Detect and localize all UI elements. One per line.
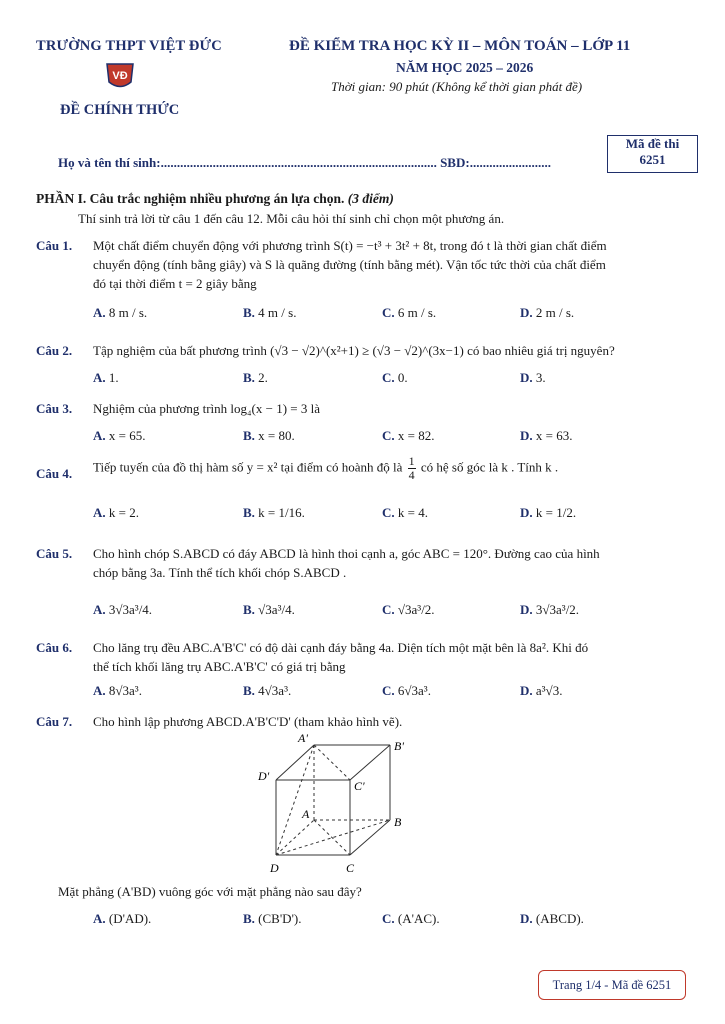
q6-text [93, 638, 693, 676]
student-info-line: Họ và tên thí sinh:..................................................................................... SBD:......................... [58, 155, 551, 170]
q2-label: Câu 2. [36, 343, 73, 358]
q3-text: Nghiệm của phương trình log₄(x − 1) = 3 là [93, 401, 320, 416]
q5-text [93, 544, 693, 582]
part-instruction: Thí sinh trả lời từ câu 1 đến câu 12. Mỗi câu hỏi thí sinh chỉ chọn một phương án. [78, 211, 505, 226]
q1-option-b[interactable]: B. 4 m / s. [243, 305, 297, 320]
cube-edge [350, 745, 390, 780]
q4-option-c[interactable]: C. k = 4. [382, 505, 428, 520]
q3-option-c[interactable]: C. x = 82. [382, 428, 435, 443]
q6-line: thể tích khối lăng trụ ABC.A'B'C' có giá trị bằng [93, 659, 346, 674]
school-name: TRƯỜNG THPT VIỆT ĐỨC [36, 38, 222, 54]
q6-option-a[interactable]: A. 8√3a³. [93, 683, 142, 698]
q2-option-a[interactable]: A. 1. [93, 370, 119, 385]
q6-option-b[interactable]: B. 4√3a³. [243, 683, 292, 698]
q7-option-d[interactable]: D. (ABCD). [520, 911, 584, 926]
vertex-label-a: A [302, 807, 310, 821]
exam-title: ĐỀ KIỂM TRA HỌC KỲ II – MÔN TOÁN – LỚP 11 [289, 38, 631, 54]
q4-label: Câu 4. [36, 466, 73, 481]
q2-option-d[interactable]: D. 3. [520, 370, 546, 385]
q1-option-d[interactable]: D. 2 m / s. [520, 305, 575, 320]
q7-option-c[interactable]: C. (A'AC). [382, 911, 440, 926]
q5-label: Câu 5. [36, 546, 73, 561]
exam-code-value: 6251 [639, 152, 666, 167]
vertex-label-b1: B' [394, 739, 404, 753]
q3-option-d[interactable]: D. x = 63. [520, 428, 573, 443]
q7-text: Cho hình lập phương ABCD.A'B'C'D' (tham khảo hình vẽ). [93, 714, 403, 729]
q3-label: Câu 3. [36, 401, 73, 416]
q5-option-b[interactable]: B. √3a³/4. [243, 602, 295, 617]
q7-option-a[interactable]: A. (D'AD). [93, 911, 152, 926]
school-year: NĂM HỌC 2025 – 2026 [396, 60, 534, 75]
q5-option-a[interactable]: A. 3√3a³/4. [93, 602, 153, 617]
q1-line: chuyển động (tính bằng giây) và S là quãng đường (tính bằng mét). Vận tốc tức thời của chất điểm [93, 257, 606, 272]
part-points: (3 điểm) [347, 191, 394, 206]
vertex-label-c1: C' [354, 779, 365, 793]
q2-text: Tập nghiệm của bất phương trình (√3 − √2)^(x²+1) ≥ (√3 − √2)^(3x−1) có bao nhiêu giá trị nguyên? [93, 343, 615, 358]
cube-figure [250, 730, 420, 880]
q6-option-d[interactable]: D. a³√3. [520, 683, 563, 698]
q1-line: đó tại thời điểm t = 2 giây bằng [93, 276, 257, 291]
official-label: ĐỀ CHÍNH THỨC [60, 102, 180, 118]
q4-text-b: có hệ số góc là k . Tính k . [420, 459, 559, 475]
q7-option-b[interactable]: B. (CB'D'). [243, 911, 302, 926]
q1-option-a[interactable]: A. 8 m / s. [93, 305, 148, 320]
q5-line: Cho hình chóp S.ABCD có đáy ABCD là hình thoi cạnh a, góc ABC = 120°. Đường cao của hình [93, 546, 600, 561]
q5-option-c[interactable]: C. √3a³/2. [382, 602, 435, 617]
q5-option-d[interactable]: D. 3√3a³/2. [520, 602, 580, 617]
q4-option-a[interactable]: A. k = 2. [93, 505, 139, 520]
q6-label: Câu 6. [36, 640, 73, 655]
page-footer: Trang 1/4 - Mã đề 6251 [538, 970, 686, 1000]
q5-line: chóp bằng 3a. Tính thể tích khối chóp S.ABCD . [93, 565, 347, 580]
q7-label: Câu 7. [36, 714, 73, 729]
vertex-label-d1: D' [258, 769, 270, 783]
logo-text: VĐ [112, 70, 128, 82]
q4-option-b[interactable]: B. k = 1/16. [243, 505, 305, 520]
q4-text [93, 455, 558, 482]
q2-option-c[interactable]: C. 0. [382, 370, 408, 385]
cube-diagonal [276, 820, 390, 855]
exam-code-box [607, 135, 698, 173]
vertex-label-b: B [394, 815, 402, 829]
vertex-label-d: D [270, 861, 279, 875]
cube-edge [350, 820, 390, 855]
part-title [36, 191, 394, 207]
vertex-label-a1: A' [298, 731, 308, 745]
cube-diagonal [276, 745, 314, 855]
q2-option-b[interactable]: B. 2. [243, 370, 268, 385]
cube-diagonal [314, 820, 350, 855]
q6-line: Cho lăng trụ đều ABC.A'B'C' có độ dài cạnh đáy bằng 4a. Diện tích một mặt bên là 8a². Khi đó [93, 640, 589, 655]
q7-question: Mặt phẳng (A'BD) vuông góc với mặt phẳng nào sau đây? [58, 884, 362, 899]
q3-option-a[interactable]: A. x = 65. [93, 428, 146, 443]
q1-label: Câu 1. [36, 238, 73, 253]
school-logo [103, 60, 137, 92]
q1-text [93, 236, 693, 293]
q6-option-c[interactable]: C. 6√3a³. [382, 683, 431, 698]
exam-duration: Thời gian: 90 phút (Không kể thời gian phát đề) [331, 79, 583, 94]
q3-option-b[interactable]: B. x = 80. [243, 428, 295, 443]
q4-fraction: $\frac{1}{4}$ [408, 454, 415, 482]
q1-line: Một chất điểm chuyển động với phương trình S(t) = −t³ + 3t² + 8t, trong đó t là thời gian chất điểm [93, 238, 607, 253]
q1-option-c[interactable]: C. 6 m / s. [382, 305, 437, 320]
vertex-label-c: C [346, 861, 355, 875]
exam-code-label: Mã đề thi [625, 136, 680, 151]
cube-diagonal [314, 745, 350, 780]
part-title-text: PHẦN I. Câu trắc nghiệm nhiều phương án lựa chọn. [36, 191, 345, 206]
q4-text-a: Tiếp tuyến của đồ thị hàm số y = x² tại điểm có hoành độ là [93, 459, 403, 475]
q4-option-d[interactable]: D. k = 1/2. [520, 505, 577, 520]
